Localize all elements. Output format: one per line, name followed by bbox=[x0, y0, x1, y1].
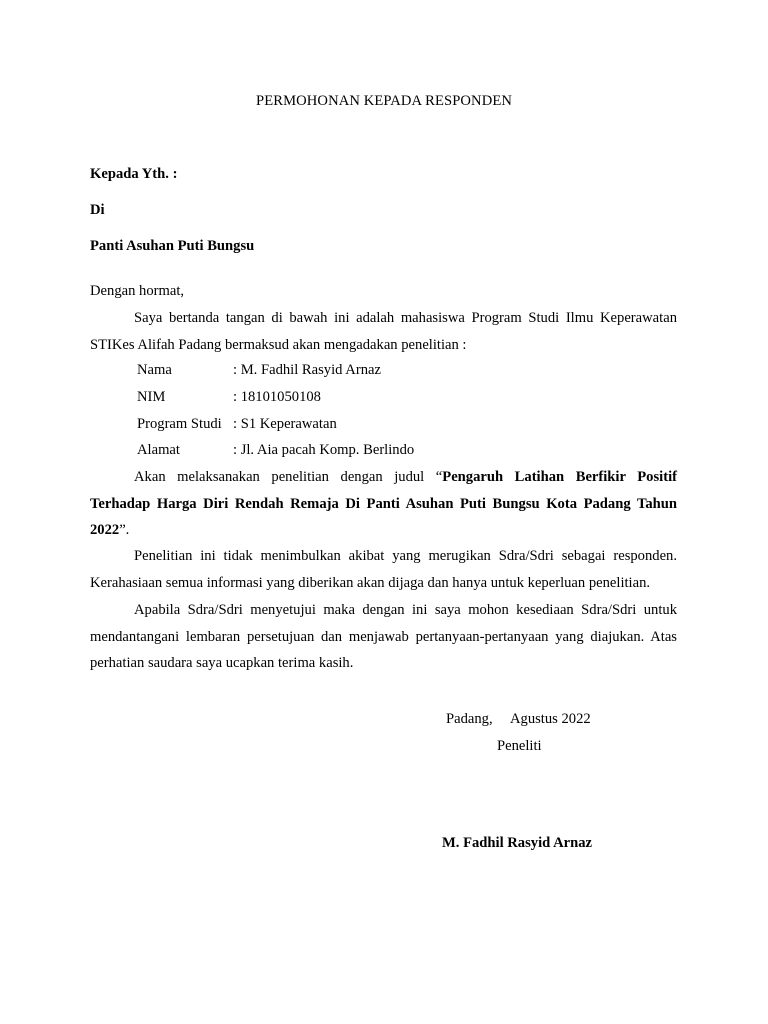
addressee-label: Kepada Yth. : bbox=[90, 166, 178, 182]
greeting: Dengan hormat, bbox=[90, 283, 185, 299]
closing-role: Peneliti bbox=[497, 738, 542, 754]
research-paragraph bbox=[90, 464, 677, 544]
research-title: Pengaruh Latihan Berfikir Positif Terhadap Harga Diri Rendah Remaja Di Panti Asuhan Puti Bungsu Kota Padang Tahun 2022 bbox=[90, 469, 677, 538]
signatory-name: M. Fadhil Rasyid Arnaz bbox=[442, 835, 593, 851]
confidentiality-paragraph bbox=[90, 543, 677, 596]
confidentiality-text: Penelitian ini tidak menimbulkan akibat yang merugikan Sdra/Sdri sebagai responden. Kerahasiaan semua informasi yang diberikan akan dijaga dan hanya untuk keperluan penelitian. bbox=[90, 548, 677, 591]
identity-label: Nama bbox=[137, 362, 172, 378]
request-text: Apabila Sdra/Sdri menyetujui maka dengan ini saya mohon kesediaan Sdra/Sdri untuk mendantangani lembaran persetujuan dan menjawab pertanyaan-pertanyaan yang diajukan. Atas perhatian saudara saya ucapkan terima kasih. bbox=[90, 602, 677, 671]
identity-row-program bbox=[137, 416, 337, 433]
research-prefix: Akan melaksanakan penelitian dengan judul “ bbox=[134, 469, 443, 485]
document-title: PERMOHONAN KEPADA RESPONDEN bbox=[256, 93, 512, 109]
identity-row-nim bbox=[137, 389, 321, 406]
request-paragraph bbox=[90, 597, 677, 677]
addressee-place: Panti Asuhan Puti Bungsu bbox=[90, 238, 255, 254]
identity-label: Alamat bbox=[137, 442, 180, 458]
research-suffix: ”. bbox=[119, 522, 130, 538]
identity-value: : Jl. Aia pacah Komp. Berlindo bbox=[233, 442, 415, 458]
intro-paragraph bbox=[90, 305, 677, 358]
identity-value: : S1 Keperawatan bbox=[233, 416, 337, 432]
identity-value: : 18101050108 bbox=[233, 389, 321, 405]
closing-place: Padang, bbox=[446, 711, 493, 727]
identity-row-name bbox=[137, 362, 381, 379]
closing-date: Agustus 2022 bbox=[510, 711, 591, 727]
identity-label: NIM bbox=[137, 389, 166, 405]
addressee-di: Di bbox=[90, 202, 105, 218]
identity-value: : M. Fadhil Rasyid Arnaz bbox=[233, 362, 381, 378]
identity-label: Program Studi bbox=[137, 416, 222, 432]
intro-text: Saya bertanda tangan di bawah ini adalah mahasiswa Program Studi Ilmu Keperawatan STIKes Alifah Padang bermaksud akan mengadakan penelitian : bbox=[90, 310, 677, 353]
identity-row-address bbox=[137, 442, 414, 459]
